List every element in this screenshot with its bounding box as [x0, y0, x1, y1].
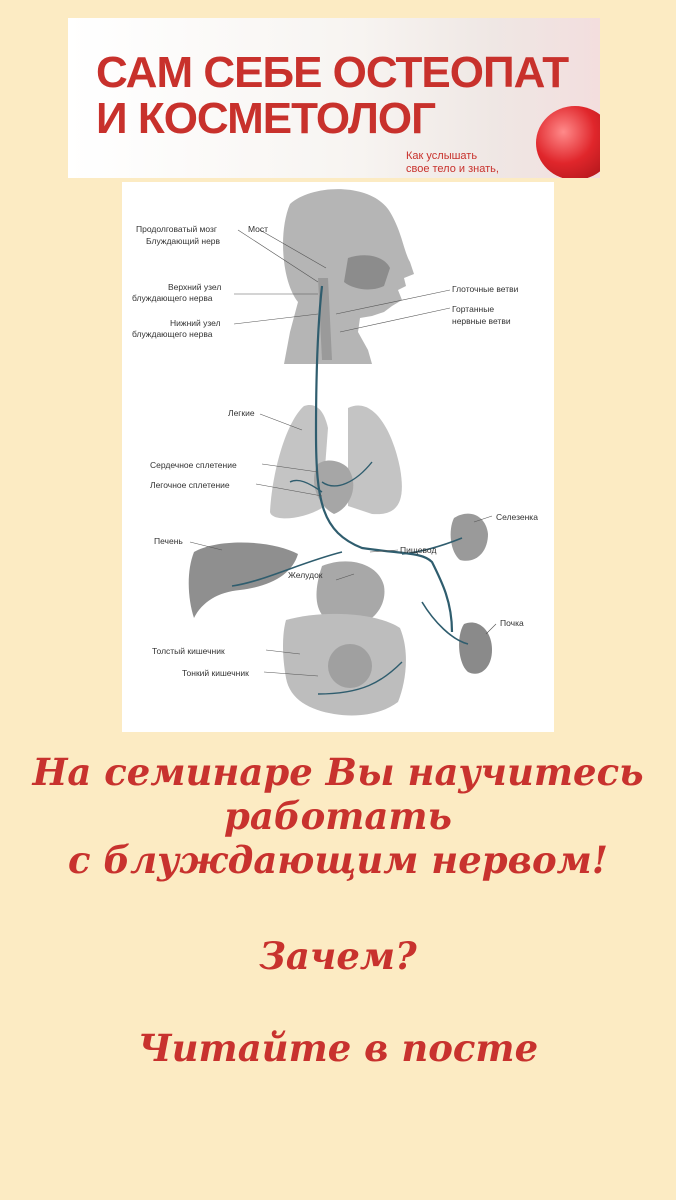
label-vagus: Блуждающий нерв — [146, 236, 221, 246]
banner-subtitle — [406, 150, 546, 176]
banner-title-line-2: И КОСМЕТОЛОГ — [96, 94, 436, 143]
label-medulla: Продолговатый мозг — [136, 224, 218, 234]
label-upper-node-1: Верхний узел — [168, 282, 222, 292]
kidney — [459, 622, 492, 673]
label-laryngeal-2: нервные ветви — [452, 316, 511, 326]
label-pharyngeal: Глоточные ветви — [452, 284, 519, 294]
label-colon: Толстый кишечник — [152, 646, 225, 656]
banner-title-line-1: САМ СЕБЕ ОСТЕОПАТ — [96, 48, 569, 97]
seminar-caption — [0, 750, 676, 882]
caption-line-1: На семинаре Вы научитесь — [32, 750, 644, 794]
label-pons: Мост — [248, 224, 269, 234]
spleen — [451, 514, 488, 561]
liver — [189, 542, 298, 618]
anatomy-illustration — [122, 182, 554, 732]
label-cardiac: Сердечное сплетение — [150, 460, 237, 470]
label-lower-node-1: Нижний узел — [170, 318, 221, 328]
caption-line-3: с блуждающим нервом! — [67, 838, 609, 882]
caption-line-2: работать — [224, 794, 452, 838]
banner-subtitle-line-1: Как услышать — [406, 150, 478, 162]
left-lung — [270, 405, 328, 518]
label-laryngeal-1: Гортанные — [452, 304, 495, 314]
head-inner-airway — [344, 255, 390, 289]
small-intestine-coil — [328, 644, 372, 688]
banner-title — [96, 50, 568, 142]
label-stomach: Желудок — [288, 570, 323, 580]
label-small-intestine: Тонкий кишечник — [182, 668, 249, 678]
banner-subtitle-line-2: свое тело и знать, — [406, 163, 499, 175]
header-banner — [68, 18, 600, 178]
apple-image — [536, 106, 600, 178]
label-lower-node-2: блуждающего нерва — [132, 329, 213, 339]
label-pulmonary: Легочное сплетение — [150, 480, 230, 490]
caption-question: Зачем? — [259, 934, 417, 978]
label-liver: Печень — [154, 536, 183, 546]
right-lung — [348, 405, 402, 514]
label-spleen: Селезенка — [496, 512, 538, 522]
label-upper-node-2: блуждающего нерва — [132, 293, 213, 303]
label-esophagus: Пищевод — [400, 545, 437, 555]
label-kidney: Почка — [500, 618, 524, 628]
label-lungs: Легкие — [228, 408, 255, 418]
caption-read-more: Читайте в посте — [137, 1026, 539, 1070]
vagus-nerve-diagram — [122, 182, 554, 732]
